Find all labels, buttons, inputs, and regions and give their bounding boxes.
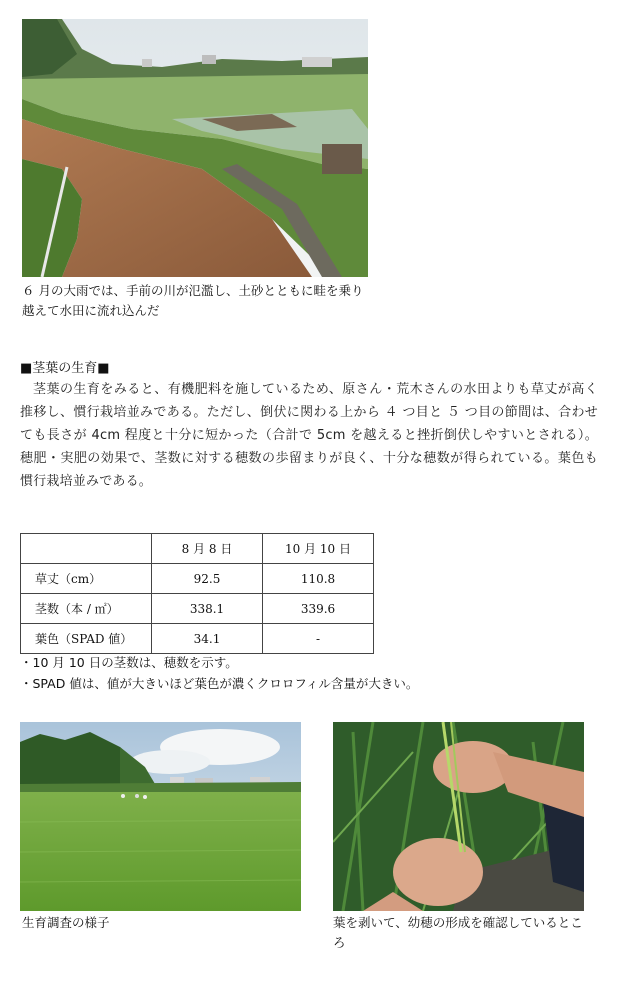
row-value: 92.5 [152, 564, 263, 594]
row-value: 338.1 [152, 594, 263, 624]
table-row [21, 564, 374, 594]
leaf-check-photo [333, 722, 584, 911]
row-value: 339.6 [263, 594, 374, 624]
table-row [21, 594, 374, 624]
row-label: 葉色（SPAD 値） [21, 624, 152, 654]
table-header-row [21, 534, 374, 564]
flood-photo [22, 19, 368, 277]
table-header-cell: 10 月 10 日 [263, 534, 374, 564]
section-title: ■茎葉の生育■ [20, 361, 110, 376]
survey-photo-caption: 生育調査の様子 [22, 915, 110, 930]
section-paragraph: 茎葉の生育をみると、有機肥料を施しているため、原さん・荒木さんの水田よりも草丈が高く推移し、慣行栽培並みである。ただし、倒伏に関わる上から ４ つ目と ５ つ目の節間は、合わせても長さが 4cm 程度と十分に短かった（合計で 5cm を越えると挫折倒伏しやすいとされる）。穂肥・実肥の効果で、茎数に対する穂数の歩留まりが良く、十分な穂数が得られている。葉色も慣行栽培並みである。 [20, 382, 598, 489]
row-value: - [263, 624, 374, 654]
growth-table [20, 533, 374, 654]
survey-photo [20, 722, 301, 911]
table-header-cell [21, 534, 152, 564]
table-note: ・10 月 10 日の茎数は、穂数を示す。 [20, 655, 238, 670]
table-note: ・SPAD 値は、値が大きいほど葉色が濃くクロロフィル含量が大きい。 [20, 676, 419, 691]
table-row [21, 624, 374, 654]
row-label: 茎数（本 / ㎡） [21, 594, 152, 624]
flood-photo-caption: ６ 月の大雨では、手前の川が氾濫し、土砂とともに畦を乗り越えて水田に流れ込んだ [22, 283, 364, 318]
leaf-check-photo-caption: 葉を剥いて、幼穂の形成を確認しているところ [333, 915, 583, 950]
row-value: 110.8 [263, 564, 374, 594]
row-value: 34.1 [152, 624, 263, 654]
row-label: 草丈（cm） [21, 564, 152, 594]
table-header-cell: 8 月 8 日 [152, 534, 263, 564]
